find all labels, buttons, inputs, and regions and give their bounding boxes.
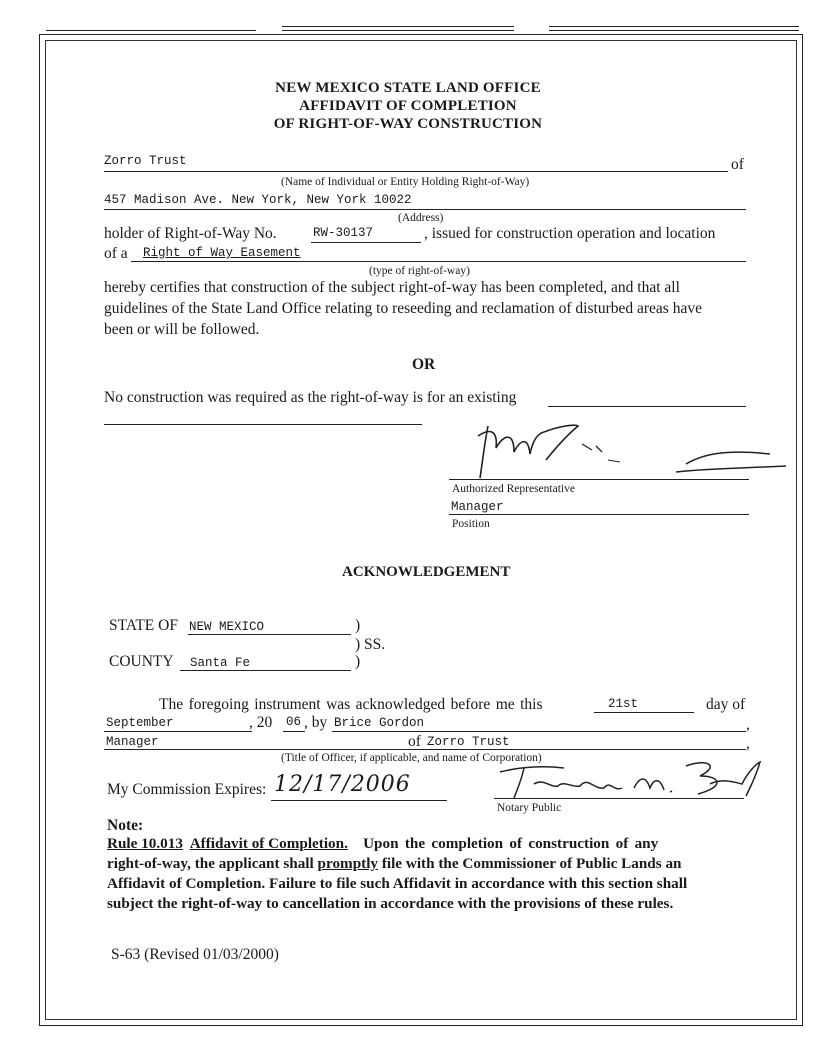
state-label: STATE OF [109,617,178,634]
top-rule [549,30,799,31]
rule-line-2a: right-of-way, the applicant shall [107,855,314,872]
title-line-1: NEW MEXICO STATE LAND OFFICE [275,80,541,96]
of-a: of a [104,245,128,262]
note-line-3: Affidavit of Completion. Failure to file such Affidavit in accordance with this section shall [107,875,688,892]
year-line [283,731,305,732]
foregoing-text: The foregoing instrument was acknowledged before me this [159,696,543,713]
month-value: September [106,716,174,730]
note-line-2 [107,854,682,874]
name-caption: (Name of Individual or Entity Holding Right-of-Way) [281,176,530,188]
holder-name-line [104,171,728,172]
ss-label: ) SS. [355,636,386,653]
holder-prefix: holder of Right-of-Way No. [104,225,277,242]
row-number-line [311,242,421,243]
no-construction-text: No construction was required as the right-of-way is for an existing [104,389,517,406]
rule-line-1-rest: Upon the completion of construction of any [363,835,659,852]
top-rule [46,30,256,31]
note-line-1 [107,834,658,854]
note-line-4: subject the right-of-way to cancellation in accordance with the provisions of these rules. [107,895,674,912]
address-line [104,209,746,210]
notary-line [494,798,744,799]
auth-rep-caption: Authorized Representative [452,483,575,495]
row-number: RW-30137 [313,226,374,240]
certify-line-1: hereby certifies that construction of the subject right-of-way has been completed, and that all [104,279,680,296]
representative-line [449,479,749,480]
day-value: 21st [608,697,639,711]
notary-caption: Notary Public [497,802,562,814]
year-prefix: , 20 [249,714,273,731]
title-line-3: OF RIGHT-OF-WAY CONSTRUCTION [273,116,543,132]
year-value: 06 [286,715,302,729]
position-caption: Position [452,518,490,530]
of-word: of [731,156,744,173]
top-rule [549,26,799,27]
commission-label: My Commission Expires: [107,781,267,798]
ack-heading: ACKNOWLEDGEMENT [342,564,511,580]
type-caption: (type of right-of-way) [369,265,470,277]
officer-line [104,749,746,750]
state-paren: ) [355,617,361,634]
form-number: S-63 (Revised 01/03/2000) [111,946,279,963]
county-line [180,670,351,671]
corporation-value: Zorro Trust [427,735,510,749]
title-line-2: AFFIDAVIT OF COMPLETION [299,98,517,114]
holder-suffix: , issued for construction operation and location [424,225,716,242]
existing-line-2 [104,424,422,425]
by-value: Brice Gordon [334,716,425,730]
certify-line-2: guidelines of the State Land Office relating to reseeding and reclamation of disturbed areas have [104,300,702,317]
rule-promptly: promptly [317,855,379,872]
rule-title: Affidavit of Completion. [189,835,348,852]
month-line [104,731,252,732]
by-comma: , [746,716,750,733]
day-of: day of [706,696,746,713]
top-rule [282,26,514,27]
of-label: of [408,733,421,750]
day-line [594,712,694,713]
county-value: Santa Fe [190,656,251,670]
county-label: COUNTY [109,653,174,670]
by-label: , by [304,714,328,731]
position-line [449,514,749,515]
holder-name: Zorro Trust [104,154,187,168]
officer-title: Manager [106,735,159,749]
state-value: NEW MEXICO [189,620,265,634]
row-type-line [131,261,746,262]
commission-line [271,800,447,801]
top-rule [282,30,514,31]
certify-line-3: been or will be followed. [104,321,260,338]
commission-date: 12/17/2006 [274,772,411,797]
address-caption: (Address) [398,212,444,224]
or-label: OR [412,356,436,373]
state-line [188,634,351,635]
county-paren: ) [355,653,361,670]
address-value: 457 Madison Ave. New York, New York 10022 [104,193,412,207]
by-line [332,731,746,732]
representative-signature [470,416,790,488]
note-label: Note: [107,817,144,834]
existing-line [548,406,746,407]
officer-comma: , [746,735,750,752]
row-type: Right of Way Easement [143,246,301,260]
position-value: Manager [451,500,504,514]
title-caption: (Title of Officer, if applicable, and name of Corporation) [281,752,542,764]
rule-number: Rule 10.013 [107,835,183,852]
rule-line-2b: file with the Commissioner of Public Lands an [381,855,682,872]
